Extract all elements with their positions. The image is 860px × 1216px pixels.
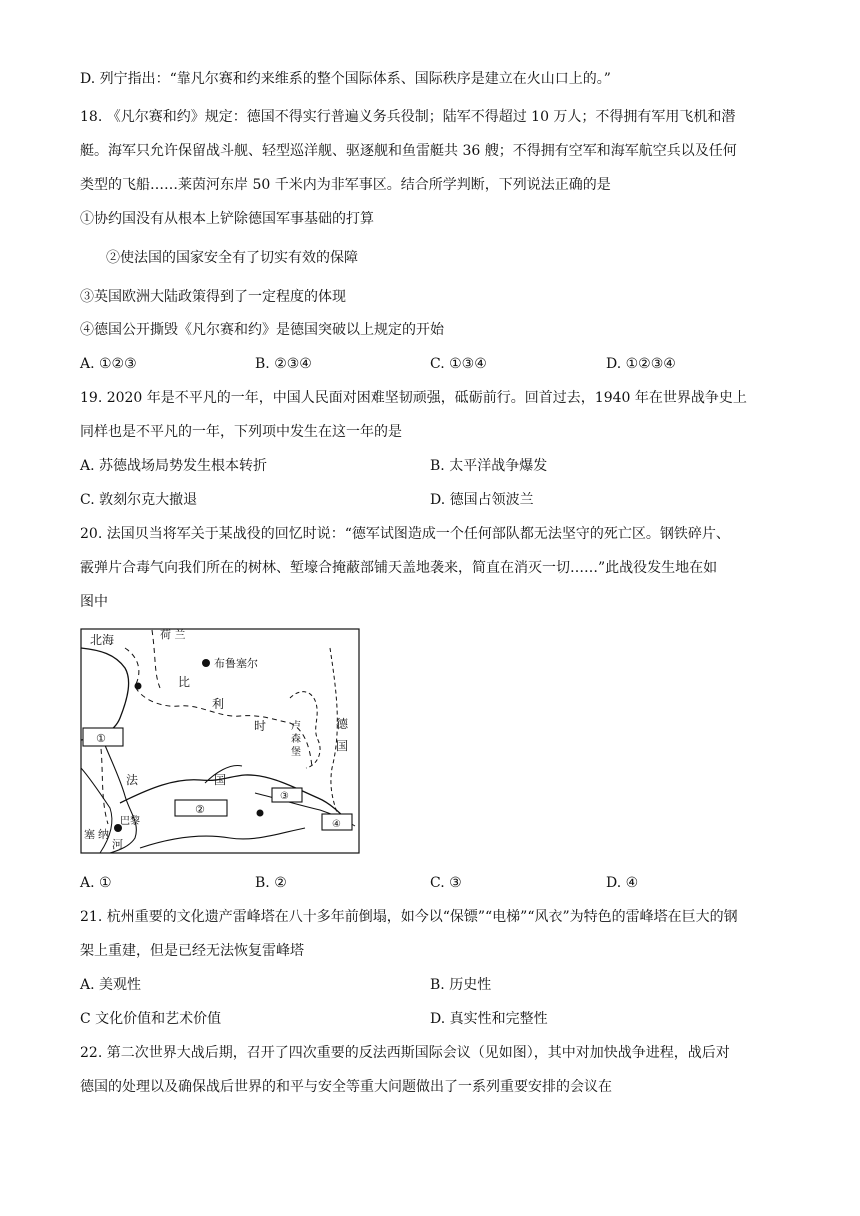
q19-stem-line-1: 19. 2020 年是不平凡的一年，中国人民面对困难坚韧顽强，砥砺前行。回首过去，1940 年在世界战争史上 <box>80 390 747 406</box>
q21-option-b[interactable]: B. 历史性 <box>430 977 492 993</box>
q20-option-b[interactable]: B. ② <box>255 875 287 891</box>
q20-stem-line-1: 20. 法国贝当将军关于某战役的回忆时说：“德军试图造成一个任何部队都无法坚守的死亡区。钢铁碎片、 <box>80 526 730 542</box>
label-france-2: 国 <box>214 773 227 787</box>
label-seine-2: 纳 <box>98 828 109 841</box>
q18-stem-line-1: 18. 《凡尔赛和约》规定：德国不得实行普遍义务兵役制；陆军不得超过 10 万人；不得拥有军用飞机和潜 <box>80 109 736 125</box>
label-belgium-2: 利 <box>212 697 225 711</box>
q19-option-c[interactable]: C. 敦刻尔克大撤退 <box>80 492 198 508</box>
label-paris: 巴黎 <box>120 816 140 827</box>
verdun-dot <box>257 810 264 817</box>
label-north-sea: 北海 <box>90 633 115 647</box>
q18-stem-line-2: 艇。海军只允许保留战斗舰、轻型巡洋舰、驱逐舰和鱼雷艇共 36 艘；不得拥有空军和海军航空兵以及任何 <box>80 143 737 159</box>
q19-option-b[interactable]: B. 太平洋战争爆发 <box>430 458 548 474</box>
q17-option-d: D. 列宁指出：“靠凡尔赛和约来维系的整个国际体系、国际秩序是建立在火山口上的。” <box>80 71 611 87</box>
marker-1-label: ① <box>96 732 106 745</box>
q20-option-c[interactable]: C. ③ <box>430 875 462 891</box>
q18-option-a[interactable]: A. ①②③ <box>80 356 137 372</box>
map-canvas <box>80 628 360 854</box>
battle-map <box>80 628 360 854</box>
q22-stem-line-1: 22. 第二次世界大战后期，召开了四次重要的反法西斯国际会议（见如图），其中对加快战争进程，战后对 <box>80 1045 730 1061</box>
q20-option-a[interactable]: A. ① <box>80 875 112 891</box>
label-luxembourg-3: 堡 <box>291 747 301 758</box>
q21-option-d[interactable]: D. 真实性和完整性 <box>430 1011 548 1027</box>
q18-statement-1: ①协约国没有从根本上铲除德国军事基础的打算 <box>80 211 374 227</box>
q19-option-d[interactable]: D. 德国占领波兰 <box>430 492 534 508</box>
label-luxembourg-1: 卢 <box>291 721 301 732</box>
label-seine-1: 塞 <box>84 828 95 841</box>
q21-stem-line-2: 架上重建，但是已经无法恢复雷峰塔 <box>80 943 304 959</box>
q19-stem-line-2: 同样也是不平凡的一年，下列项中发生在这一年的是 <box>80 424 402 440</box>
q19-option-a[interactable]: A. 苏德战场局势发生根本转折 <box>80 458 268 474</box>
label-belgium-1: 比 <box>178 675 191 689</box>
q21-option-c[interactable]: C 文化价值和艺术价值 <box>80 1011 222 1027</box>
q22-stem-line-2: 德国的处理以及确保战后世界的和平与安全等重大问题做出了一系列重要安排的会议在 <box>80 1079 612 1095</box>
label-germany-2: 国 <box>336 739 349 753</box>
q18-statement-2: ②使法国的国家安全有了切实有效的保障 <box>106 250 358 266</box>
label-luxembourg-2: 森 <box>291 734 301 745</box>
label-netherlands: 荷 兰 <box>160 628 186 641</box>
marker-2-label: ② <box>195 803 205 816</box>
q20-option-d[interactable]: D. ④ <box>606 875 639 891</box>
q21-option-a[interactable]: A. 美观性 <box>80 977 142 993</box>
marker-3-label: ③ <box>280 791 289 802</box>
q18-statement-4: ④德国公开撕毁《凡尔赛和约》是德国突破以上规定的开始 <box>80 322 444 338</box>
label-seine-3: 河 <box>112 838 123 851</box>
label-france-1: 法 <box>126 773 139 787</box>
label-germany-1: 德 <box>336 717 349 731</box>
q18-stem-line-3: 类型的飞船……莱茵河东岸 50 千米内为非军事区。结合所学判断，下列说法正确的是 <box>80 177 611 193</box>
brussels-dot <box>202 659 210 667</box>
label-belgium-3: 时 <box>254 719 267 733</box>
city-dot-north <box>135 683 142 690</box>
q21-stem-line-1: 21. 杭州重要的文化遗产雷峰塔在八十多年前倒塌，如今以“保镖”“电梯”“风衣”为特色的雷峰塔在巨大的钢 <box>80 909 738 925</box>
marker-4-label: ④ <box>332 819 341 830</box>
q18-statement-3: ③英国欧洲大陆政策得到了一定程度的体现 <box>80 289 346 305</box>
q20-stem-line-2: 霰弹片合毒气向我们所在的树林、堑壕合掩蔽部铺天盖地袭来，简直在消灭一切……”此战役发生地在如 <box>80 560 718 576</box>
q18-option-c[interactable]: C. ①③④ <box>430 356 487 372</box>
q18-option-b[interactable]: B. ②③④ <box>255 356 312 372</box>
q20-stem-line-3: 图中 <box>80 594 108 610</box>
label-brussels: 布鲁塞尔 <box>214 657 258 670</box>
q18-option-d[interactable]: D. ①②③④ <box>606 356 676 372</box>
